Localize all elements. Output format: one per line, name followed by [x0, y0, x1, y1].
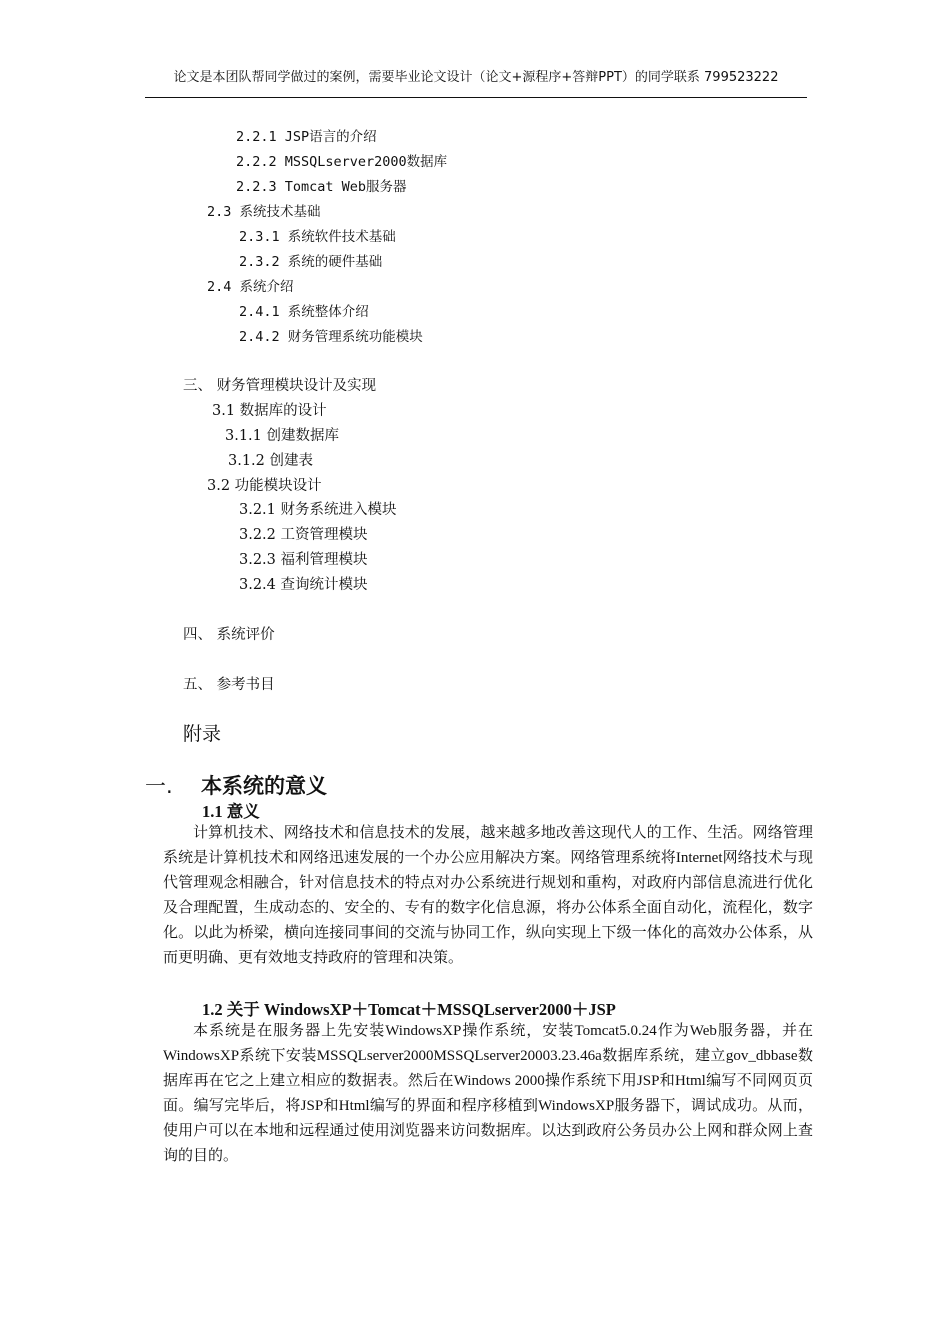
- toc-item: 3.1 数据库的设计: [212, 403, 327, 419]
- toc-item: 2.3.1 系统软件技术基础: [239, 229, 396, 245]
- toc-item: 3.2.4 查询统计模块: [239, 577, 368, 593]
- toc-item: 3.1.1 创建数据库: [225, 428, 340, 444]
- toc-item-appendix: 附录: [183, 723, 222, 745]
- toc-item: 2.3.2 系统的硬件基础: [239, 254, 383, 270]
- toc-item: 3.2.1 财务系统进入模块: [239, 502, 397, 518]
- section-heading: [145, 770, 327, 800]
- toc-item: 2.2.1 JSP语言的介绍: [236, 129, 377, 145]
- section-title: 本系统的意义: [201, 774, 327, 798]
- toc-item: 3.2 功能模块设计: [207, 478, 322, 494]
- toc-item: 四、 系统评价: [183, 627, 275, 643]
- toc-item: 五、 参考书目: [183, 677, 275, 693]
- toc-item: 三、 财务管理模块设计及实现: [183, 378, 377, 394]
- paragraph: 本系统是在服务器上先安装WindowsXP操作系统，安装Tomcat5.0.24作为Web服务器，并在WindowsXP系统下安装MSSQLserver2000MSSQLserver20003.23.46a数据库系统，建立gov_dbbase数据库再在它之上建立相应的数据表。然后在Windows 2000操作系统下用JSP和Html编写不同网页页面。编写完毕后，将JSP和Html编写的界面和程序移植到WindowsXP服务器下，调试成功。从而，使用户可以在本地和远程通过使用浏览器来访问数据库。以达到政府公务员办公上网和群众网上查询的目的。: [163, 1023, 813, 1164]
- section-number: 一.: [145, 774, 173, 798]
- toc-item: 3.2.3 福利管理模块: [239, 552, 368, 568]
- paragraph: 计算机技术、网络技术和信息技术的发展，越来越多地改善这现代人的工作、生活。网络管理系统是计算机技术和网络迅速发展的一个办公应用解决方案。网络管理系统将Internet网络技术与现代管理观念相融合，针对信息技术的特点对办公系统进行规划和重构，对政府内部信息流进行优化及合理配置，生成动态的、安全的、专有的数字化信息源，将办公体系全面自动化，流程化，数字化。以此为桥梁，横向连接同事间的交流与协同工作，纵向实现上下级一体化的高效办公体系，从而更明确、更有效地支持政府的管理和决策。: [163, 825, 813, 966]
- toc-item: 2.2.2 MSSQLserver2000数据库: [236, 154, 448, 170]
- toc-item: 3.2.2 工资管理模块: [239, 527, 368, 543]
- toc-item: 2.4 系统介绍: [207, 279, 294, 295]
- toc-item: 2.2.3 Tomcat Web服务器: [236, 179, 407, 195]
- page-header: 论文是本团队帮同学做过的案例，需要毕业论文设计（论文+源程序+答辩PPT）的同学联系 799523222: [173, 70, 779, 85]
- toc-item: 2.4.1 系统整体介绍: [239, 304, 369, 320]
- subsection-heading: 1.1 意义: [202, 802, 260, 821]
- toc-item: 2.3 系统技术基础: [207, 204, 321, 220]
- toc-item: 2.4.2 财务管理系统功能模块: [239, 329, 423, 345]
- toc-item: 3.1.2 创建表: [228, 453, 314, 469]
- subsection-heading: 1.2 关于 WindowsXP＋Tomcat＋MSSQLserver2000＋JSP: [202, 1000, 616, 1019]
